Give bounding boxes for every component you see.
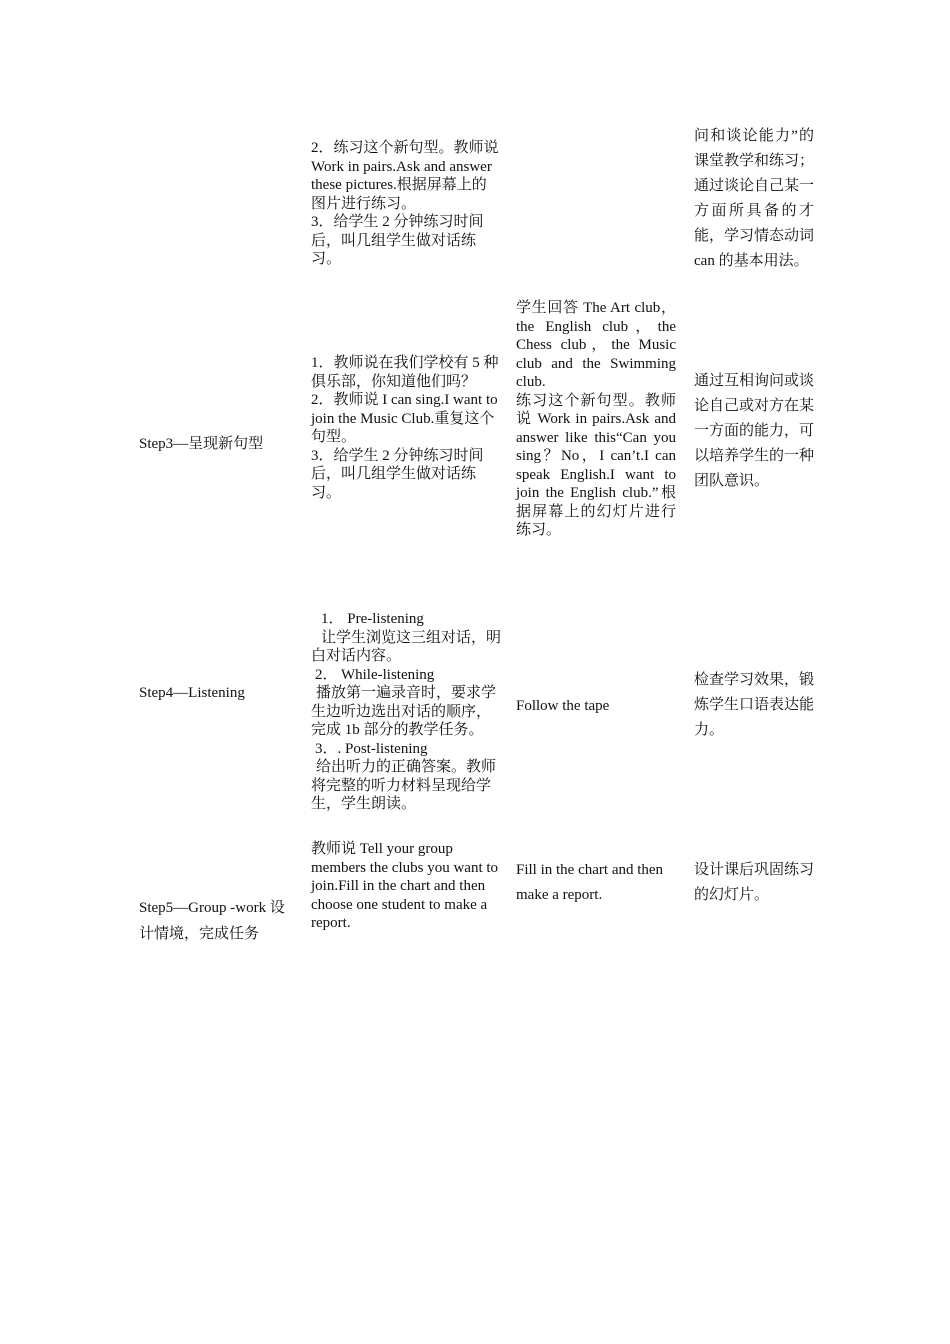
row3-teacher-line-4: 播放第一遍录音时，要求学生边听边选出对话的顺序，完成 1b 部分的教学任务。 (311, 685, 497, 738)
row4-purpose-text: 设计课后巩固练习的幻灯片。 (694, 862, 815, 903)
row4-teacher-text: 教师说 Tell your group members the clubs you want to join.Fill in the chart and then choose one student to make a report. (311, 841, 499, 931)
row1-purpose-text: 问和谈论能力”的课堂教学和练习；通过谈论自己某一方面所具备的才能，学习情态动词 can 的基本用法。 (694, 128, 815, 269)
row2-teacher-cell (311, 354, 501, 502)
row2-teacher-line-3: 3．给学生 2 分钟练习时间后，叫几组学生做对话练习。 (311, 447, 484, 501)
row4-step-label: Step5—Group -work 设计情境，完成任务 (139, 900, 285, 942)
row2-purpose-text: 通过互相询问或谈论自己或对方在某一方面的能力，可以培养学生的一种团队意识。 (694, 373, 815, 489)
row3-teacher-line-6: 给出听力的正确答案。教师将完整的听力材料呈现给学生，学生朗读。 (311, 759, 497, 812)
row1-teacher-cell (311, 139, 501, 269)
row3-teacher-line-5: 3．. Post-listening (315, 740, 428, 757)
row1-teacher-line-1: 2．练习这个新句型。教师说 Work in pairs.Ask and answer these pictures.根据屏幕上的图片进行练习。 (311, 140, 499, 212)
row2-student-line-2: 练习这个新句型。教师说 Work in pairs.Ask and answer like this“Can you sing？No，I can’t.I can speak English.I want to join the English club.”根据屏幕上的幻灯片进行练习。 (516, 392, 676, 538)
row4-teacher-cell (311, 840, 501, 933)
row2-purpose-cell (694, 369, 814, 494)
row1-teacher-line-2: 3．给学生 2 分钟练习时间后，叫几组学生做对话练习。 (311, 214, 484, 267)
row4-student-text: Fill in the chart and then make a report. (516, 862, 664, 903)
row2-step-label: Step3—呈现新句型 (139, 436, 264, 452)
row1-purpose-cell (694, 124, 814, 274)
row3-student-cell (516, 697, 676, 716)
row2-student-line-1: 学生回答 The Art club，the English club，the Chess club，the Music club and the Swimming club. (516, 300, 676, 390)
row3-purpose-cell (694, 668, 814, 743)
row3-teacher-line-1: 1． Pre-listening (321, 611, 424, 627)
row3-purpose-text: 检查学习效果，锻炼学生口语表达能力。 (694, 672, 815, 738)
row3-teacher-cell (311, 610, 501, 814)
row2-student-cell (516, 299, 676, 540)
row3-teacher-line-3: 2． While-listening (315, 666, 435, 683)
row4-purpose-cell (694, 858, 814, 908)
row3-teacher-line-2: 让学生浏览这三组对话，明白对话内容。 (311, 629, 502, 664)
row3-step-label: Step4—Listening (139, 685, 245, 701)
row2-teacher-line-2: 2．教师说 I can sing.I want to join the Music Club.重复这个句型。 (311, 392, 498, 445)
row4-student-cell (516, 858, 666, 908)
row3-student-text: Follow the tape (516, 698, 610, 714)
row2-teacher-line-1: 1．教师说在我们学校有 5 种俱乐部，你知道他们吗？ (311, 355, 499, 390)
